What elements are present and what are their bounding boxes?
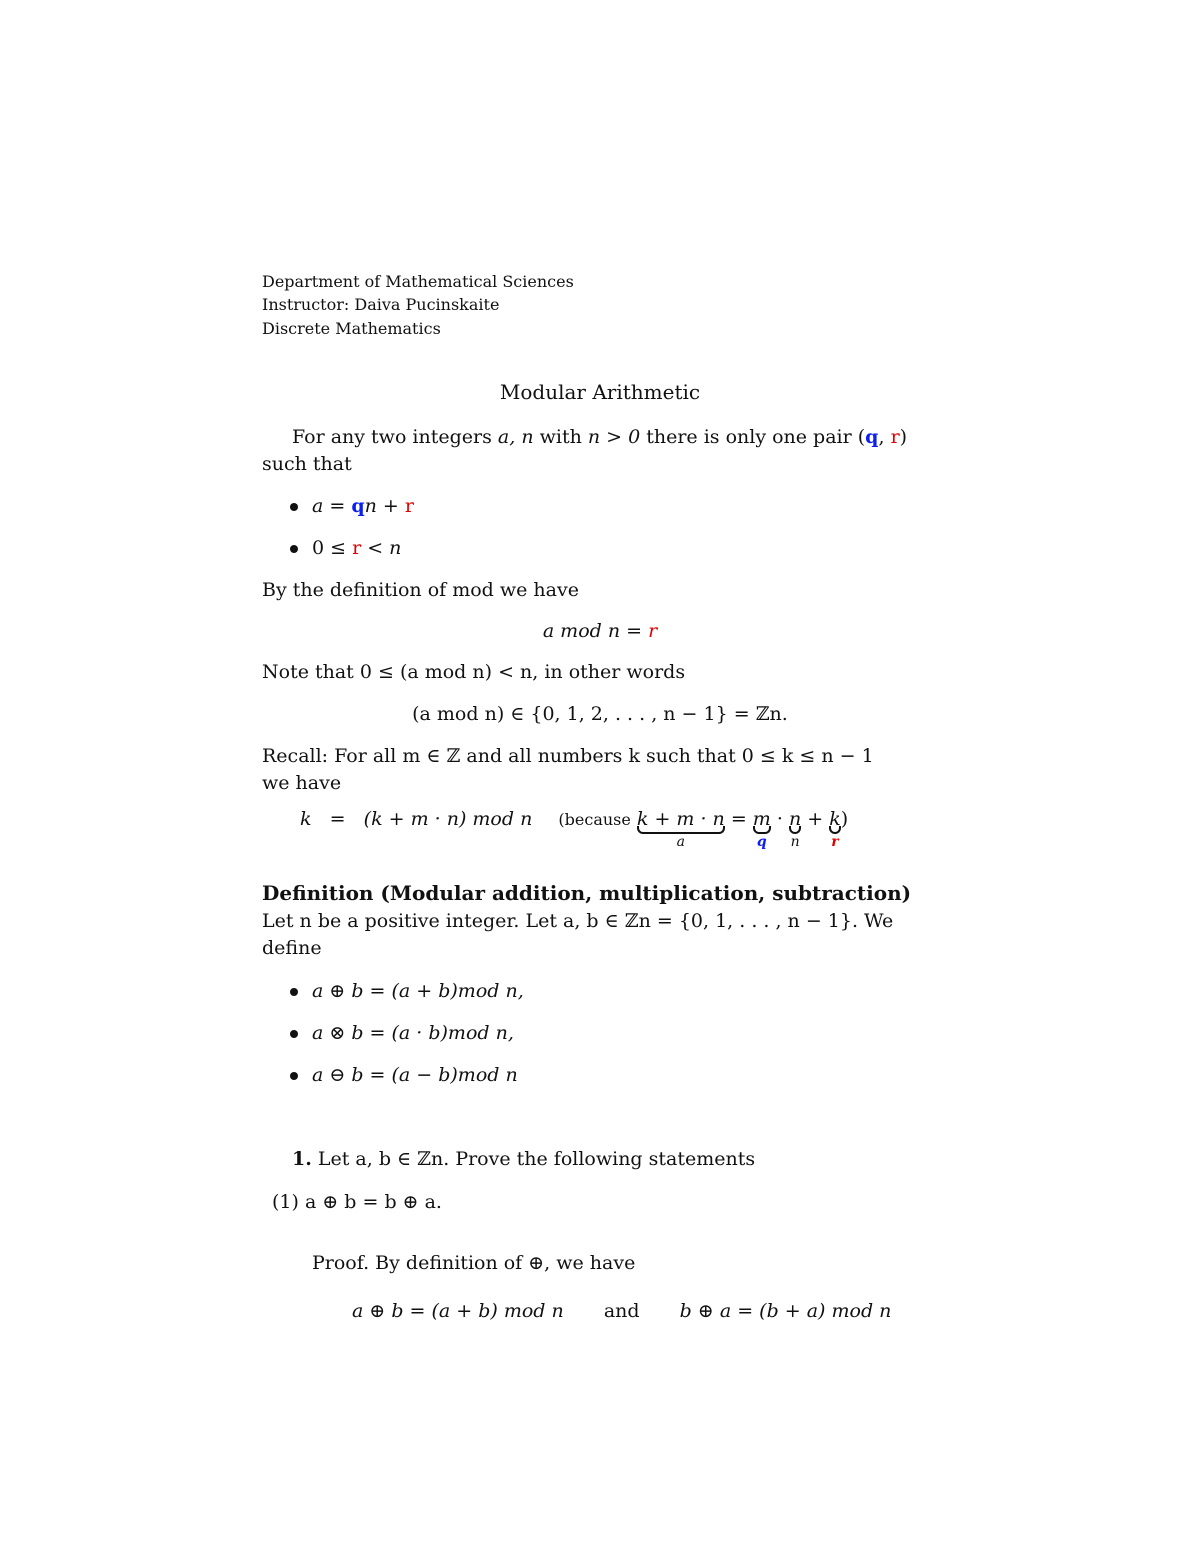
proof-equation <box>352 1300 891 1322</box>
bullet-icon <box>290 545 298 553</box>
underbrace-icon <box>753 826 771 834</box>
bullet-icon <box>290 1072 298 1080</box>
proof-intro: Proof. By definition of ⊕, we have <box>312 1252 636 1274</box>
definition-line-1: Let n be a positive integer. Let a, b ∈ ℤn = {0, 1, . . . , n − 1}. We <box>262 910 894 932</box>
intro-post: there is only one pair ( <box>640 426 866 448</box>
n-text: n <box>788 808 802 830</box>
mod-eq-lhs: a mod n = <box>542 620 649 642</box>
b1-n: n + <box>364 495 405 517</box>
definition-item-sub <box>290 1064 518 1086</box>
bullet-icon <box>290 503 298 511</box>
brace-n <box>788 808 802 850</box>
because-text: (because <box>558 810 631 829</box>
bullet-item-2 <box>290 537 401 559</box>
k-text: k <box>829 808 841 830</box>
brace-k <box>829 808 841 850</box>
brace-m <box>752 808 771 850</box>
label-q: q <box>756 834 767 850</box>
recall-eq-lhs: k = (k + m · n) mod n <box>300 808 533 830</box>
kmn-text: k + m · n <box>636 808 725 830</box>
close-paren: ) <box>840 808 849 830</box>
def-add: a ⊕ b = (a + b)mod n, <box>312 980 524 1002</box>
def-mult: a ⊗ b = (a · b)mod n, <box>312 1022 514 1044</box>
intro-vars: a, n <box>497 426 534 448</box>
definition-item-mult <box>290 1022 514 1044</box>
intro-text-a: For any two integers <box>292 426 498 448</box>
intro-cond: n > 0 <box>587 426 641 448</box>
proof-and: and <box>603 1300 640 1322</box>
r-symbol: r <box>890 426 900 448</box>
label-n: n <box>790 834 800 850</box>
q-symbol: q <box>865 426 879 448</box>
course-line: Discrete Mathematics <box>262 319 441 338</box>
underbrace-icon <box>829 826 841 834</box>
label-a: a <box>676 834 686 850</box>
definition-heading: Definition (Modular addition, multiplication, subtraction) <box>262 881 912 905</box>
b1-lhs: a = <box>312 495 352 517</box>
b2-r: r <box>352 537 362 559</box>
mod-eq-r: r <box>648 620 658 642</box>
bullet-icon <box>290 988 298 996</box>
page-title: Modular Arithmetic <box>499 380 701 404</box>
problem-part-1: (1) a ⊕ b = b ⊕ a. <box>272 1191 442 1213</box>
problem-number: 1. <box>292 1148 312 1170</box>
brace-kmn <box>636 808 725 850</box>
underbrace-icon <box>637 826 725 834</box>
b2-lhs: 0 ≤ <box>312 537 353 559</box>
intro-close: ) <box>899 426 908 448</box>
bullet-item-1 <box>290 495 414 517</box>
instructor-line: Instructor: Daiva Pucinskaite <box>262 295 500 314</box>
bullet-icon <box>290 1030 298 1038</box>
label-r: r <box>831 834 839 850</box>
recall-line-1: Recall: For all m ∈ ℤ and all numbers k such that 0 ≤ k ≤ n − 1 <box>262 745 874 767</box>
intro-with: with <box>533 426 588 448</box>
def-sub: a ⊖ b = (a − b)mod n <box>312 1064 518 1086</box>
note-text: Note that 0 ≤ (a mod n) < n, in other words <box>262 661 686 683</box>
b1-q: q <box>351 495 365 517</box>
b2-rhs: < n <box>361 537 402 559</box>
mod-equation <box>0 620 1200 642</box>
underbrace-icon <box>789 826 801 834</box>
by-definition-text: By the definition of mod we have <box>262 579 579 601</box>
definition-line-2: define <box>262 937 322 959</box>
problem-statement <box>292 1148 755 1170</box>
recall-line-2: we have <box>262 772 342 794</box>
intro-line-2: such that <box>262 453 352 475</box>
m-text: m <box>752 808 771 830</box>
dot-sign: · <box>770 808 789 830</box>
problem-text: Let a, b ∈ ℤn. Prove the following statements <box>311 1148 756 1170</box>
department-line: Department of Mathematical Sciences <box>262 272 574 291</box>
range-equation: (a mod n) ∈ {0, 1, 2, . . . , n − 1} = ℤn. <box>412 703 788 725</box>
recall-equation <box>300 808 849 850</box>
intro-line-1 <box>292 426 907 448</box>
definition-item-add <box>290 980 524 1002</box>
b1-r: r <box>404 495 414 517</box>
proof-eq-left: a ⊕ b = (a + b) mod n <box>352 1300 564 1322</box>
plus-sign: + <box>801 808 830 830</box>
eq-sign: = <box>724 808 753 830</box>
proof-eq-right: b ⊕ a = (b + a) mod n <box>679 1300 892 1322</box>
intro-comma: , <box>878 426 891 448</box>
